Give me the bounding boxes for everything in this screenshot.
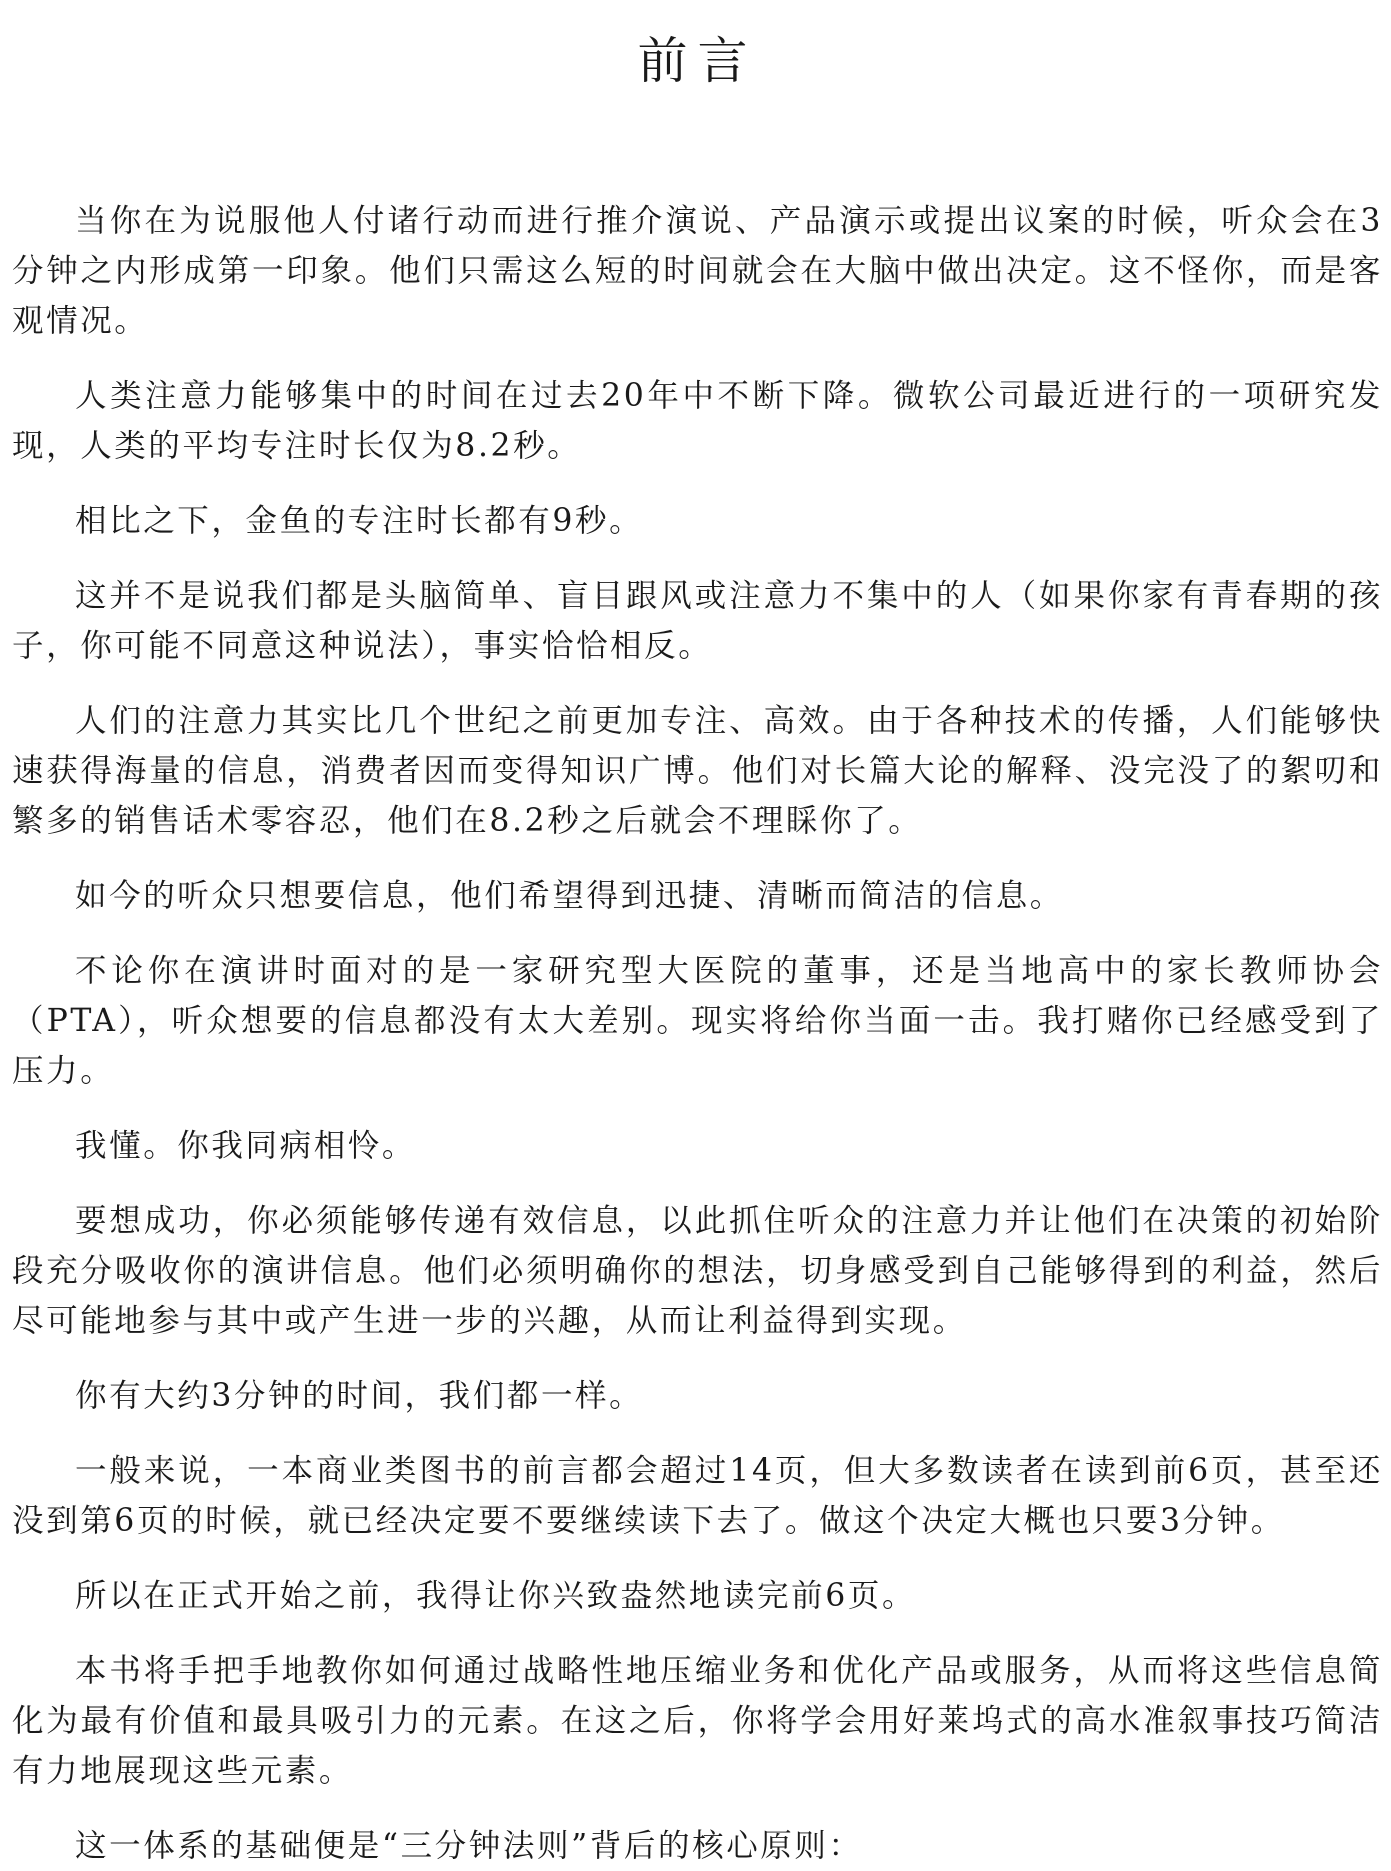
page-title: 前言	[637, 32, 758, 90]
paragraph: 本书将手把手地教你如何通过战略性地压缩业务和优化产品或服务，从而将这些信息简化为最有价值和最具吸引力的元素。在这之后，你将学会用好莱坞式的高水准叙事技巧简洁有力地展现这些元素。	[12, 1653, 1383, 1789]
body-text	[12, 196, 1383, 1871]
paragraph: 相比之下，金鱼的专注时长都有9秒。	[75, 503, 644, 539]
paragraph: 人们的注意力其实比几个世纪之前更加专注、高效。由于各种技术的传播，人们能够快速获得海量的信息，消费者因而变得知识广博。他们对长篇大论的解释、没完没了的絮叨和繁多的销售话术零容忍，他们在8.2秒之后就会不理睬你了。	[12, 703, 1383, 839]
paragraph: 我懂。你我同病相怜。	[75, 1128, 417, 1164]
paragraph: 一般来说，一本商业类图书的前言都会超过14页，但大多数读者在读到前6页，甚至还没到第6页的时候，就已经决定要不要继续读下去了。做这个决定大概也只要3分钟。	[12, 1453, 1383, 1539]
paragraph: 如今的听众只想要信息，他们希望得到迅捷、清晰而简洁的信息。	[75, 878, 1064, 914]
paragraph: 人类注意力能够集中的时间在过去20年中不断下降。微软公司最近进行的一项研究发现，人类的平均专注时长仅为8.2秒。	[12, 378, 1383, 464]
paragraph: 不论你在演讲时面对的是一家研究型大医院的董事，还是当地高中的家长教师协会（PTA），听众想要的信息都没有太大差别。现实将给你当面一击。我打赌你已经感受到了压力。	[12, 953, 1383, 1089]
paragraph: 当你在为说服他人付诸行动而进行推介演说、产品演示或提出议案的时候，听众会在3分钟之内形成第一印象。他们只需这么短的时间就会在大脑中做出决定。这不怪你，而是客观情况。	[12, 203, 1383, 339]
paragraph: 所以在正式开始之前，我得让你兴致盎然地读完前6页。	[75, 1578, 917, 1614]
paragraph: 你有大约3分钟的时间，我们都一样。	[75, 1378, 644, 1414]
paragraph: 这一体系的基础便是“三分钟法则”背后的核心原则：	[75, 1828, 863, 1864]
paragraph: 要想成功，你必须能够传递有效信息，以此抓住听众的注意力并让他们在决策的初始阶段充分吸收你的演讲信息。他们必须明确你的想法，切身感受到自己能够得到的利益，然后尽可能地参与其中或产生进一步的兴趣，从而让利益得到实现。	[12, 1203, 1383, 1339]
paragraph: 这并不是说我们都是头脑简单、盲目跟风或注意力不集中的人（如果你家有青春期的孩子，你可能不同意这种说法），事实恰恰相反。	[12, 578, 1383, 664]
